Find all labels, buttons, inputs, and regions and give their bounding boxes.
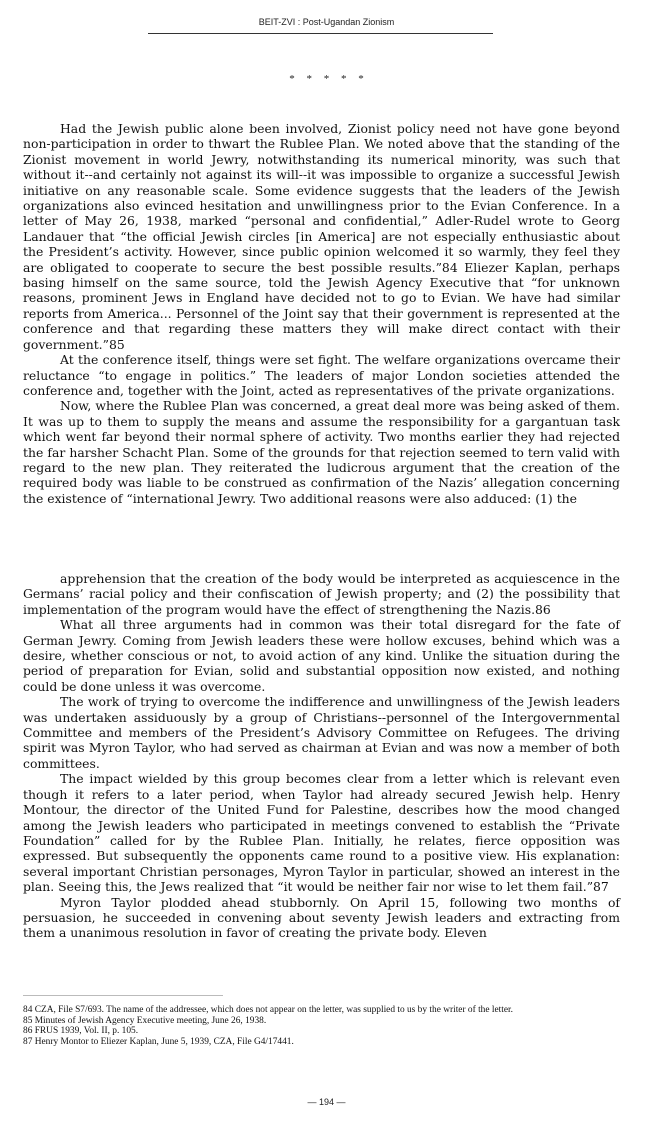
footnote-87: 87 Henry Montor to Eliezer Kaplan, June 5, 1939, CZA, File G4/17441. [23,1036,294,1047]
footnote-85: 85 Minutes of Jewish Agency Executive meeting, June 26, 1938. [23,1015,267,1026]
paragraph: Now, where the Rublee Plan was concerned, a great deal more was being asked of them. It was up to them to supply the means and assume the responsibility for a gargantuan task which went far beyond their normal sphere of activity. Two months earlier they had rejected the far harsher Schacht Plan. Some of the grounds for that rejection seemed to tern valid with regard to the new plan. They reiterated the ludicrous argument that the creation of the required body was liable to be construed as confirmation of the Nazis’ allegation concerning the existence of “international Jewry. Two additional reasons were also adduced: (1) the [23,398,620,506]
footnotes [23,1005,613,1047]
header-rule [148,33,493,34]
page-number: — 194 — [307,1097,346,1107]
footnote-86: 86 FRUS 1939, Vol. II, p. 105. [23,1026,139,1037]
body-text-block-2 [23,571,620,941]
footnote-rule [23,995,223,996]
paragraph: apprehension that the creation of the body would be interpreted as acquiescence in the Germans’ racial policy and their confiscation of Jewish property; and (2) the possibility that implementation of the program would have the effect of strengthening the Nazis.86 [23,571,620,617]
section-separator: * * * * * [289,73,364,85]
paragraph: What all three arguments had in common was their total disregard for the fate of German Jewry. Coming from Jewish leaders these were hollow excuses, behind which was a desire, whether conscious or not, to avoid action of any kind. Unlike the situation during the period of preparation for Evian, solid and substantial opposition now existed, and nothing could be done unless it was overcome. [23,617,620,694]
paragraph: At the conference itself, things were set fight. The welfare organizations overcame their reluctance “to engage in politics.” The leaders of major London societies attended the conference and, together with the Joint, acted as representatives of the private organizations. [23,352,620,398]
paragraph: Myron Taylor plodded ahead stubbornly. On April 15, following two months of persuasion, he succeeded in convening about seventy Jewish leaders and extracting from them a unanimous resolution in favor of creating the private body. Eleven [23,894,620,941]
paragraph: The work of trying to overcome the indifference and unwillingness of the Jewish leaders was undertaken assiduously by a group of Christians--personnel of the Intergovernmental Committee and members of the President’s Advisory Committee on Refugees. The driving spirit was Myron Taylor, who had served as chairman at Evian and was now a member of both committees. [23,694,620,771]
paragraph: The impact wielded by this group becomes clear from a letter which is relevant even though it refers to a later period, when Taylor had already secured Jewish help. Henry Montour, the director of the United Fund for Palestine, describes how the mood changed among the Jewish leaders who participated in meetings convened to establish the “Private Foundation” called for by the Rublee Plan. Initially, he relates, fierce opposition was expressed. But subsequently the opponents came round to a positive view. His explanation: several important Christian personages, Myron Taylor in particular, showed an interest in the plan. Seeing this, the Jews realized that “it would be neither fair nor wise to let them fail.”87 [23,771,620,895]
running-header: BEIT-ZVI : Post-Ugandan Zionism [258,17,395,27]
footnote-84: 84 CZA, File S7/693. The name of the addressee, which does not appear on the letter, was supplied to us by the writer of the letter. [23,1005,513,1015]
body-text-block-1 [23,121,620,506]
paragraph: Had the Jewish public alone been involved, Zionist policy need not have gone beyond non-participation in order to thwart the Rublee Plan. We noted above that the standing of the Zionist movement in world Jewry, notwithstanding its numerical minority, was such that without it--and certainly not against its will--it was impossible to organize a successful Jewish initiative on any reasonable scale. Some evidence suggests that the leaders of the Jewish organizations also evinced hesitation and unwillingness prior to the Evian Conference. In a letter of May 26, 1938, marked “personal and confidential,” Adler-Rudel wrote to Georg Landauer that “the official Jewish circles [in America] are not especially enthusiastic about the President’s activity. However, since public opinion welcomed it so warmly, they feel they are obligated to cooperate to secure the best possible results.”84 Eliezer Kaplan, perhaps basing himself on the same source, told the Jewish Agency Executive that “for unknown reasons, prominent Jews in England have decided not to go to Evian. We have had similar reports from America... Personnel of the Joint say that their government is represented at the conference and that regarding these matters they will make direct contact with their government.”85 [23,121,620,352]
